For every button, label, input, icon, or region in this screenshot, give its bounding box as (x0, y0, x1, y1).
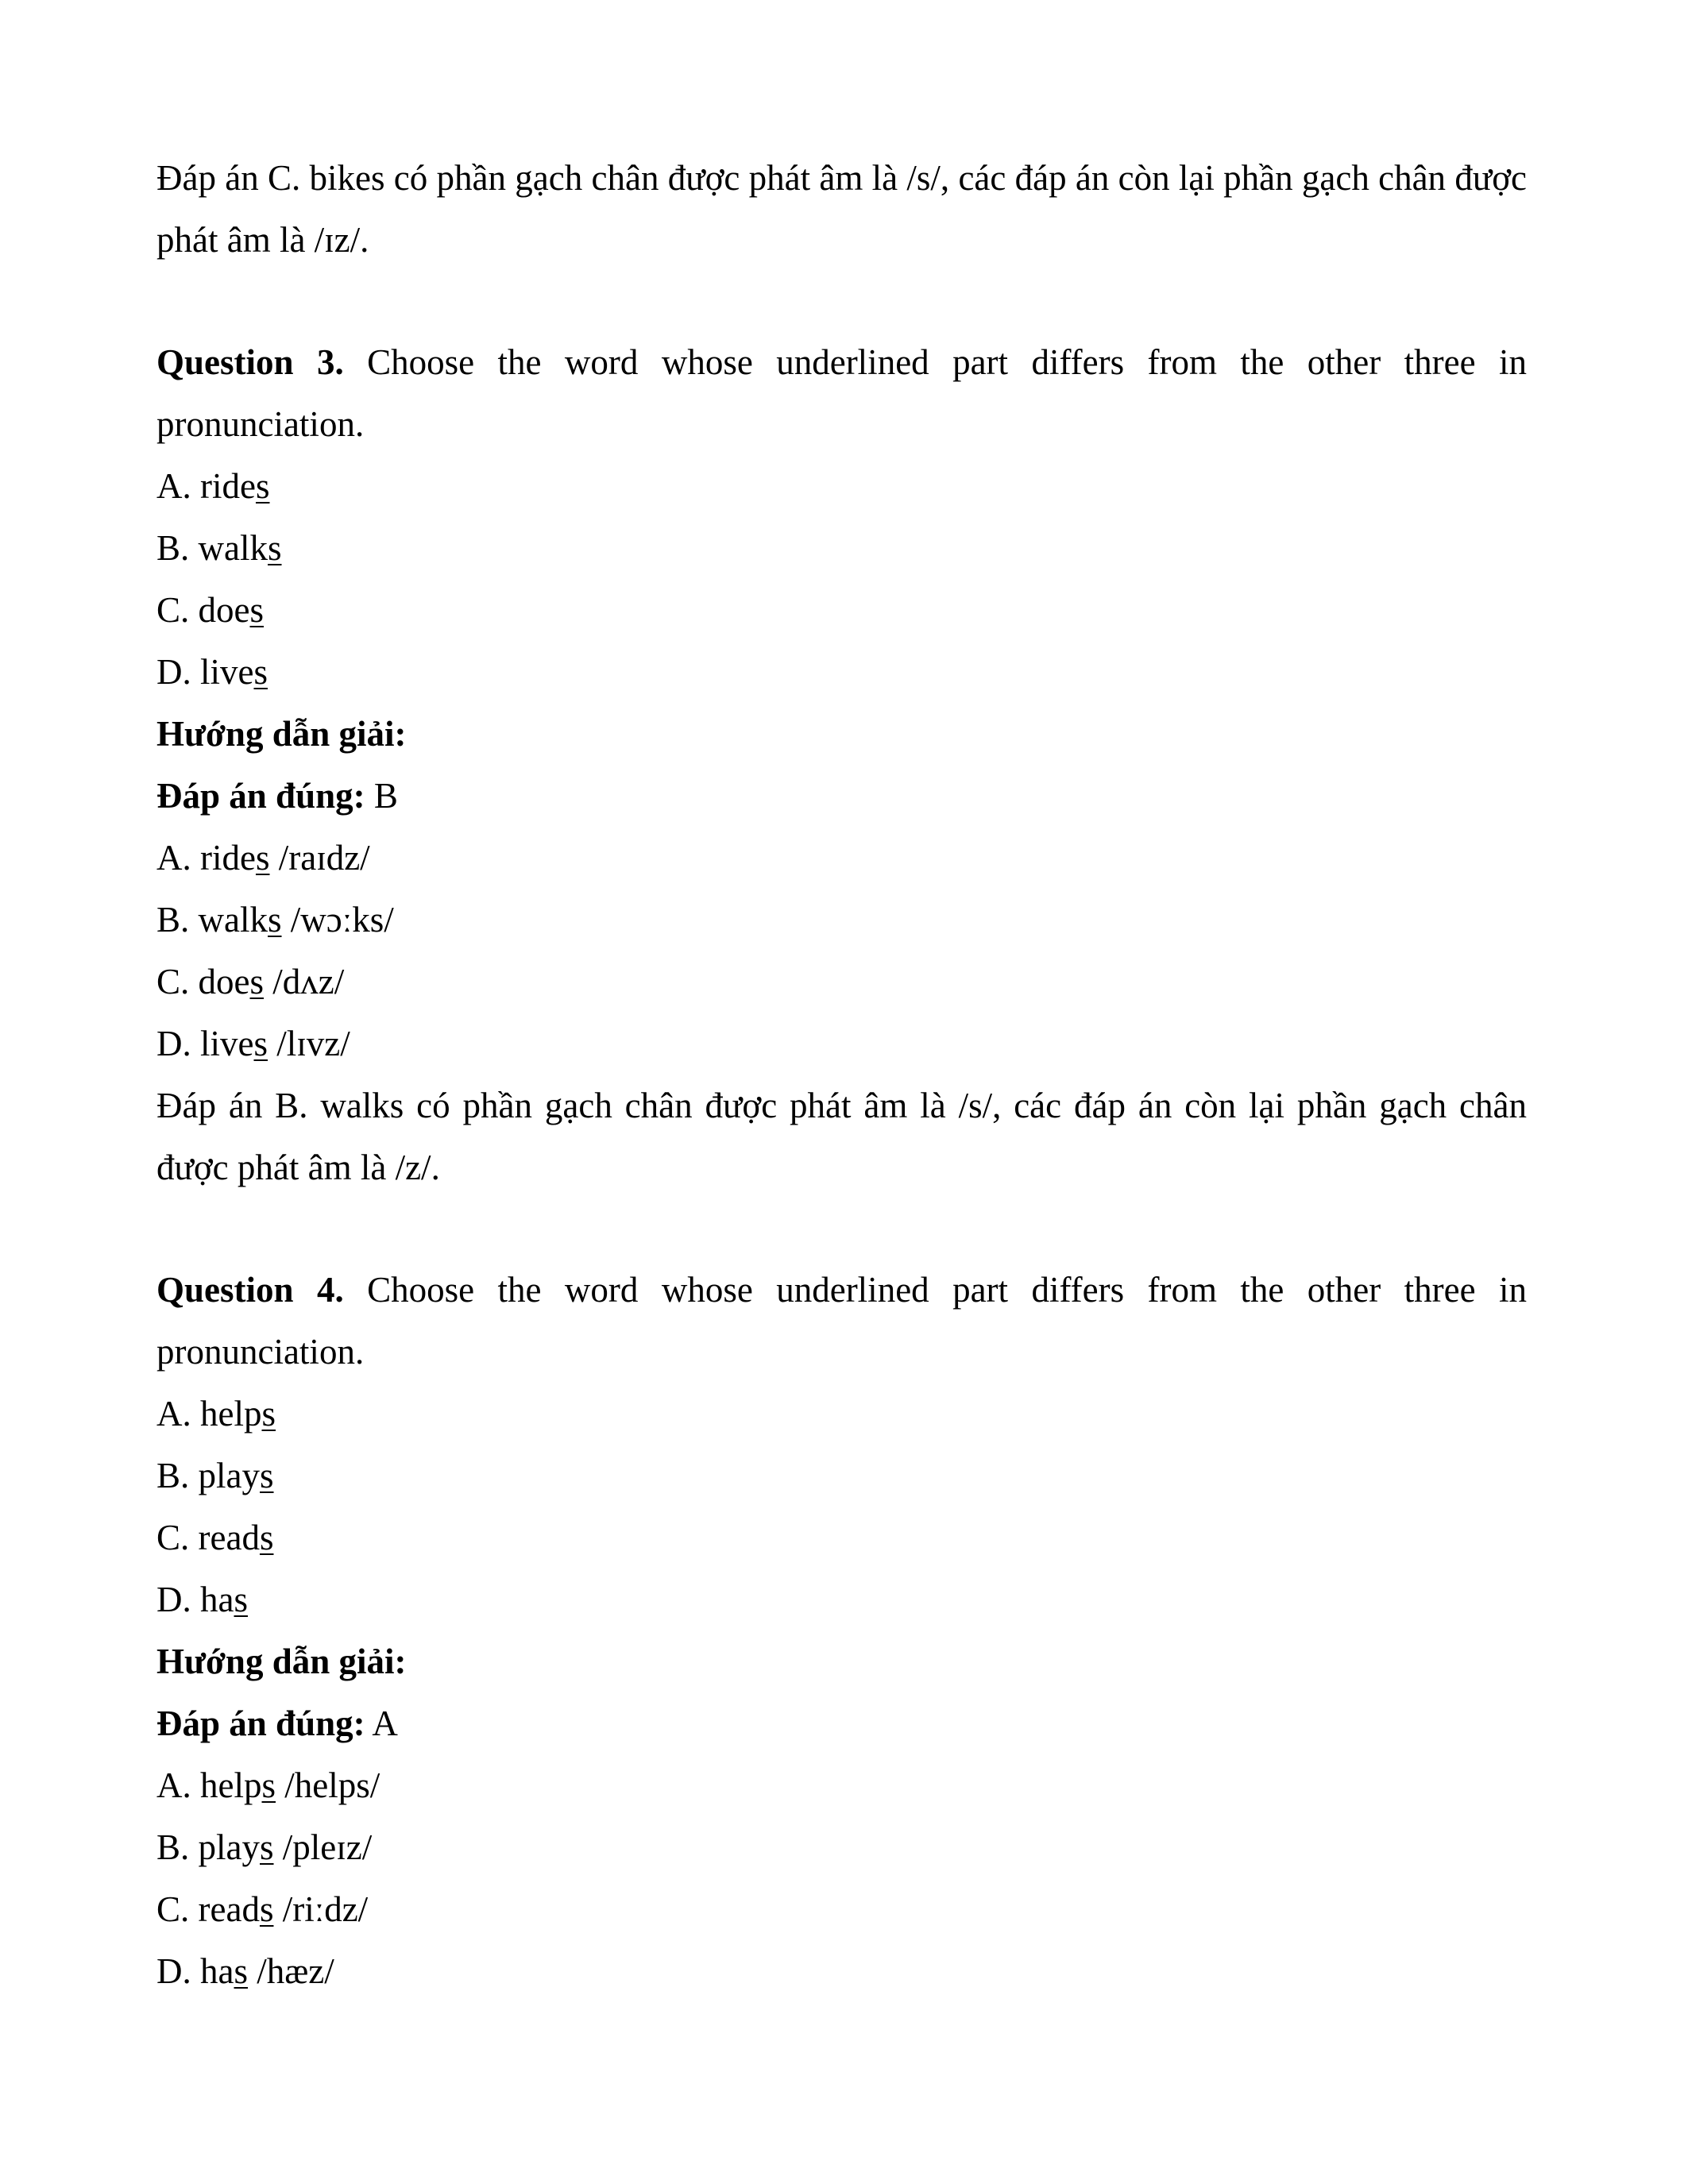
intro-line-1: Đáp án C. bikes có phần gạch chân được phát âm là /s/, các đáp án còn lại phần gạch chân được (156, 158, 1527, 198)
q3-explain-a: A. rides /raɪdz/ (156, 838, 370, 878)
q3-conclusion-line-1: Đáp án B. walks có phần gạch chân được phát âm là /s/, các đáp án còn lại phần gạch chân (156, 1086, 1527, 1125)
q4-explain-d: D. has /hæz/ (156, 1951, 334, 1991)
q4-guide-heading: Hướng dẫn giải: (156, 1642, 407, 1681)
q3-explain-c: C. does /dʌz/ (156, 962, 345, 1001)
q3-explain-b: B. walks /wɔːks/ (156, 900, 394, 940)
q4-explain-b: B. plays /pleɪz/ (156, 1827, 373, 1867)
q4-option-d: D. has (156, 1580, 248, 1619)
q3-explain-d: D. lives /lɪvz/ (156, 1024, 350, 1063)
q3-option-b: B. walks (156, 528, 282, 568)
question-3-prompt-cont: pronunciation. (156, 404, 365, 444)
question-4-prompt-text: Choose the word whose underlined part differs from the other three in (367, 1270, 1528, 1310)
question-4-prompt (156, 1268, 1527, 1312)
question-4-label: Question 4. (156, 1270, 344, 1310)
q3-option-d: D. lives (156, 652, 268, 692)
q4-explain-c: C. reads /riːdz/ (156, 1889, 369, 1929)
q4-option-b: B. plays (156, 1456, 274, 1495)
intro-line-2: phát âm là /ɪz/. (156, 220, 369, 260)
q3-conclusion-line-2: được phát âm là /z/. (156, 1148, 440, 1187)
q3-option-a: A. rides (156, 466, 270, 506)
q4-option-a: A. helps (156, 1394, 276, 1433)
q4-explain-a: A. helps /helps/ (156, 1765, 380, 1805)
question-3-prompt-text: Choose the word whose underlined part differs from the other three in (367, 342, 1528, 382)
question-3-prompt (156, 340, 1527, 384)
question-3-label: Question 3. (156, 342, 344, 382)
q4-correct-answer: Đáp án đúng: A (156, 1704, 398, 1743)
q3-guide-heading: Hướng dẫn giải: (156, 714, 407, 754)
question-4-prompt-cont: pronunciation. (156, 1332, 365, 1372)
q3-correct-answer: Đáp án đúng: B (156, 776, 398, 816)
q3-option-c: C. does (156, 590, 265, 630)
q4-option-c: C. reads (156, 1518, 274, 1557)
